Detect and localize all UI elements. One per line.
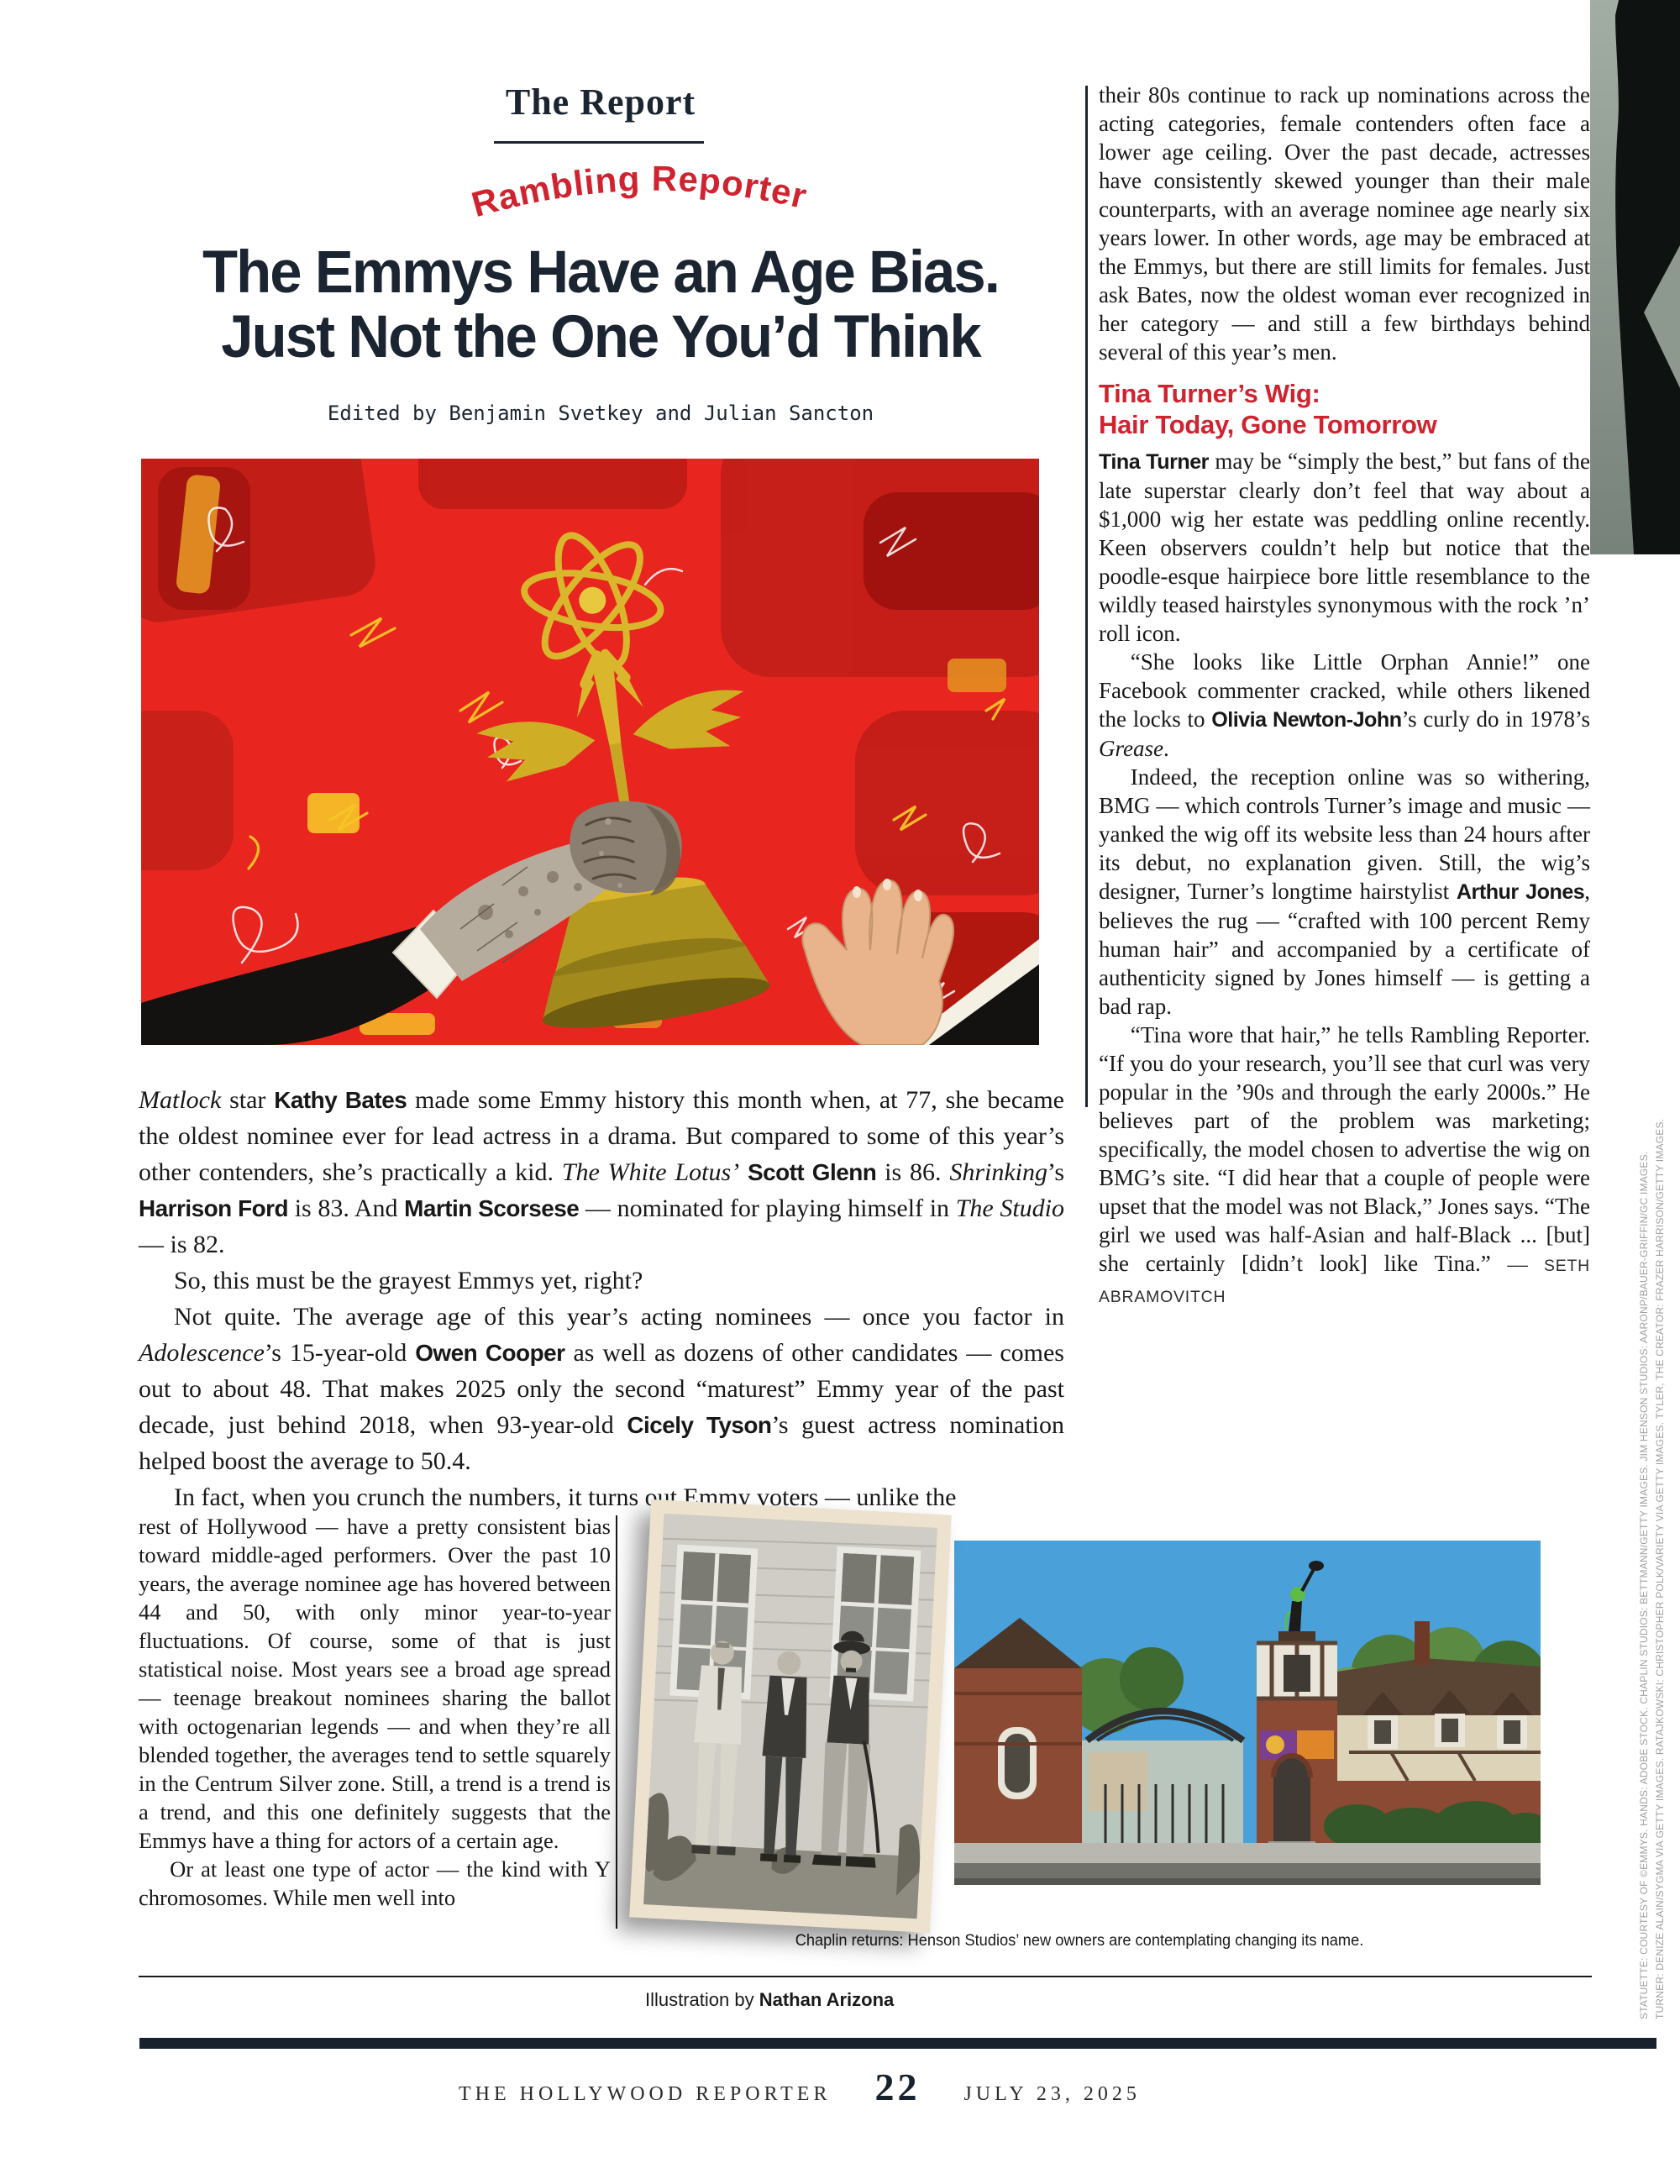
bottom-section-rule <box>139 1976 1592 1977</box>
photo-credits-line-1: STATUETTE: COURTESY OF ©EMMYS. HANDS: ADOBE STOCK. CHAPLIN STUDIOS: BETTMANN/GETTY IMAGES. JIM HENSON STUDIOS: AARONP/BAUER-GRIFFIN/GC IMAGES. <box>1638 1151 1650 2019</box>
photo-credits-line-2: TURNER: DENIZE ALAIN/SYGMA VIA GETTY IMAGES. RATAJKOWSKI: CHRISTOPHER POLK/VARIETY VIA GETTY IMAGES. TYLER, THE CREATOR: FRAZER HARRISON/GETTY IMAGES. <box>1654 1118 1666 2019</box>
rambling-reporter-arc-label <box>430 148 850 249</box>
dormers <box>1362 1690 1532 1749</box>
svg-text:Rambling Reporter <box>467 159 811 225</box>
sidebar-story: Tina Turner may be “simply the best,” but fans of the late superstar clearly don’t feel that way about a $1,000 wig her estate was peddling online recently. Keen observers couldn’t help but notice that the poodle-esque hairpiece bore little resemblance to the wildly teased hairstyles synonymous with the rock ’n’ roll icon. “She looks like Little Orphan Annie!” one Facebook commenter cracked, while others likened the locks to Olivia Newton-John’s curly do in 1978’s Grease. Indeed, the reception online was so withering, BMG — which controls Turner’s image and music — yanked the wig off its website less than 24 hours after its debut, no explanation given. Still, the wig’s designer, Turner’s longtime hairstylist Arthur Jones, believes the rug — “crafted with 100 percent Remy human hair” and accompanied by a certificate of authenticity signed by Jones himself — is getting a bad rap. “Tina wore that hair,” he tells Rambling Reporter. “If you do your research, you’ll see that curl was very popular in the ’90s and through the early 2000s.” He believes part of the problem was marketing; specifically, the model chosen to advertise the wig on BMG’s site. “I did hear that a couple of people were upset that the model was not Black,” Jones says. “The girl we used was half-Asian and half-Black ... [but] she certainly [didn’t look] like Tina.” — SETH ABRAMOVITCH <box>1099 449 1591 1306</box>
illustration-credit-name: Nathan Arizona <box>759 1989 895 2010</box>
photo-caption: Chaplin returns: Henson Studios’ new owners are contemplating changing its name. <box>795 1932 1364 1950</box>
headline-line-2: Just Not the One You’d Think <box>221 304 980 370</box>
section-kicker: The Report <box>505 81 696 123</box>
sidebar-divider-rule <box>1085 86 1088 1107</box>
headline-line-1: The Emmys Have an Age Bias. <box>202 239 999 306</box>
henson-studios-photo <box>954 1541 1541 1885</box>
illustration-credit <box>645 1989 894 2011</box>
footer-date: JULY 23, 2025 <box>963 2083 1141 2105</box>
footer-bar <box>139 2038 1656 2049</box>
emmy-age-bias-illustration <box>141 459 1039 1045</box>
edited-by-line: Edited by Benjamin Svetkey and Julian Sancton <box>327 402 874 425</box>
chaplin-bw-photo <box>629 1499 952 1933</box>
sidebar-continuation: their 80s continue to rack up nominations across the acting categories, female contenders often face a lower age ceiling. Over the past decade, actresses have consistently skewed younger than their male counterparts, with an average nominee age nearly six years lower. In other words, age may be embraced at the Emmys, but there are still limits for females. Just ask Bates, now the oldest woman ever recognized in her category — and still a few birthdays behind several of this year’s men. <box>1099 82 1590 365</box>
sidebar-heading <box>1099 378 1590 440</box>
article-body: Matlock star Kathy Bates made some Emmy history this month when, at 77, she became the oldest nominee ever for lead actress in a drama. But compared to some of this year’s other contenders, she’s practically a kid. The White Lotus’ Scott Glenn is 86. Shrinking’s Harrison Ford is 83. And Martin Scorsese — nominated for playing himself in The Studio — is 82. So, this must be the grayest Emmys yet, right? Not quite. The average age of this year’s acting nominees — once you factor in Adolescence’s 15-year-old Owen Cooper as well as dozens of other candidates — comes out to about 48. That makes 2025 only the second “maturest” Emmy year of the past decade, just behind 2018, when 93-year-old Cicely Tyson’s guest actress nomination helped boost the average to 50.4. In fact, when you crunch the numbers, it turns out Emmy voters — unlike the <box>139 1086 1064 1511</box>
sidebar-heading-line-2: Hair Today, Gone Tomorrow <box>1099 410 1437 439</box>
adjacent-page-photo-sliver <box>1590 0 1680 554</box>
sidewalk <box>954 1843 1541 1863</box>
kicker-underline-rule <box>494 141 704 144</box>
article-left-column: rest of Hollywood — have a pretty consistent bias toward middle-aged performers. Over the past 10 years, the average nominee age has hovered between 44 and 50, with only minor year-to-year fluctuations. Of course, some of that is just statistical noise. Most years see a broad age spread — teenage breakout nominees sharing the ballot with octogenarian legends — and when they’re all blended together, the averages tend to settle squarely in the Centrum Silver zone. Still, a trend is a trend is a trend, and this one definitely suggests that the Emmys have a thing for actors of a certain age. Or at least one type of actor — the kind with Y chromosomes. While men well into <box>139 1514 611 1910</box>
sidebar-heading-line-1: Tina Turner’s Wig: <box>1099 379 1320 408</box>
footer <box>459 2065 1141 2109</box>
footer-page-number: 22 <box>874 2066 921 2108</box>
sidebar-column <box>1099 81 1590 1311</box>
illustration-credit-prefix: Illustration by <box>645 1989 759 2010</box>
footer-publication: THE HOLLYWOOD REPORTER <box>459 2083 832 2105</box>
headline <box>140 240 1061 370</box>
photo-credits-vertical <box>1636 1118 1668 2019</box>
rambling-reporter-text: Rambling Reporter <box>467 158 811 225</box>
left-column-divider-rule <box>616 1515 617 1929</box>
